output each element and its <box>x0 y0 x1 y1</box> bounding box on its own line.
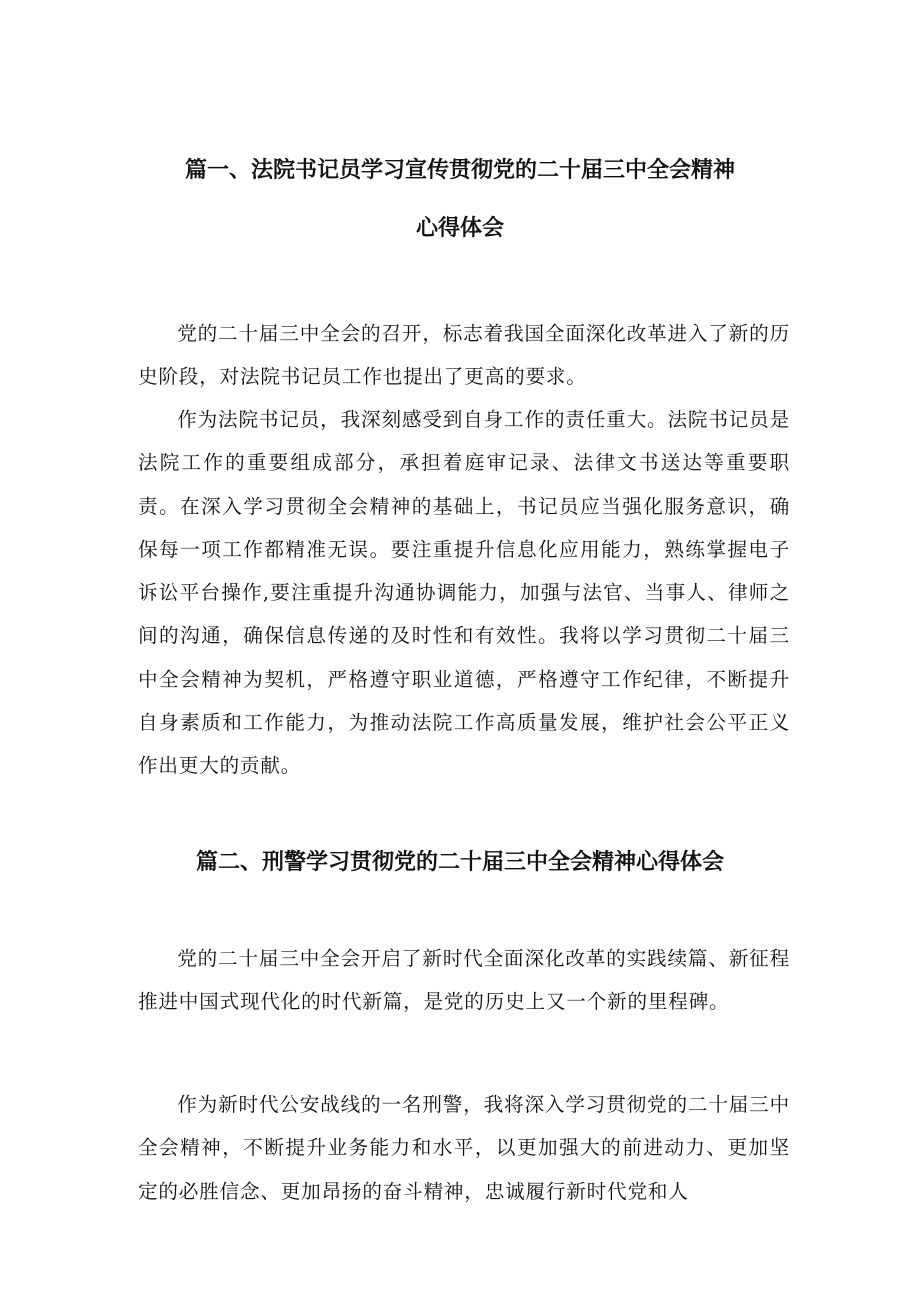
article2-paragraph-1: 党的二十届三中全会开启了新时代全面深化改革的实践续篇、新征程推进中国式现代化的时代新篇，是党的历史上又一个新的里程碑。 <box>138 947 790 1014</box>
article2-title: 篇二、刑警学习贯彻党的二十届三中全会精神心得体会 <box>195 850 724 875</box>
article1-title-line1: 篇一、法院书记员学习宣传贯彻党的二十届三中全会精神 <box>184 158 735 183</box>
article1-paragraph-1: 党的二十届三中全会的召开，标志着我国全面深化改革进入了新的历史阶段，对法院书记员工作也提出了更高的要求。 <box>138 322 790 389</box>
article2-paragraph-2: 作为新时代公安战线的一名刑警，我将深入学习贯彻党的二十届三中全会精神，不断提升业务能力和水平，以更加强大的前进动力、更加坚定的必胜信念、更加昂扬的奋斗精神，忠诚履行新时代党和人 <box>138 1093 790 1203</box>
article1-title-line2: 心得体会 <box>415 216 504 241</box>
article1-paragraph-2: 作为法院书记员，我深刻感受到自身工作的责任重大。法院书记员是法院工作的重要组成部分，承担着庭审记录、法律文书送达等重要职责。在深入学习贯彻全会精神的基础上，书记员应当强化服务意识，确保每一项工作都精准无误。要注重提升信息化应用能力，熟练掌握电子诉讼平台操作,要注重提升沟通协调能力，加强与法官、当事人、律师之间的沟通，确保信息传递的及时性和有效性。我将以学习贯彻二十届三中全会精神为契机，严格遵守职业道德，严格遵守工作纪律，不断提升自身素质和工作能力，为推动法院工作高质量发展，维护社会公平正义作出更大的贡献。 <box>138 408 790 778</box>
